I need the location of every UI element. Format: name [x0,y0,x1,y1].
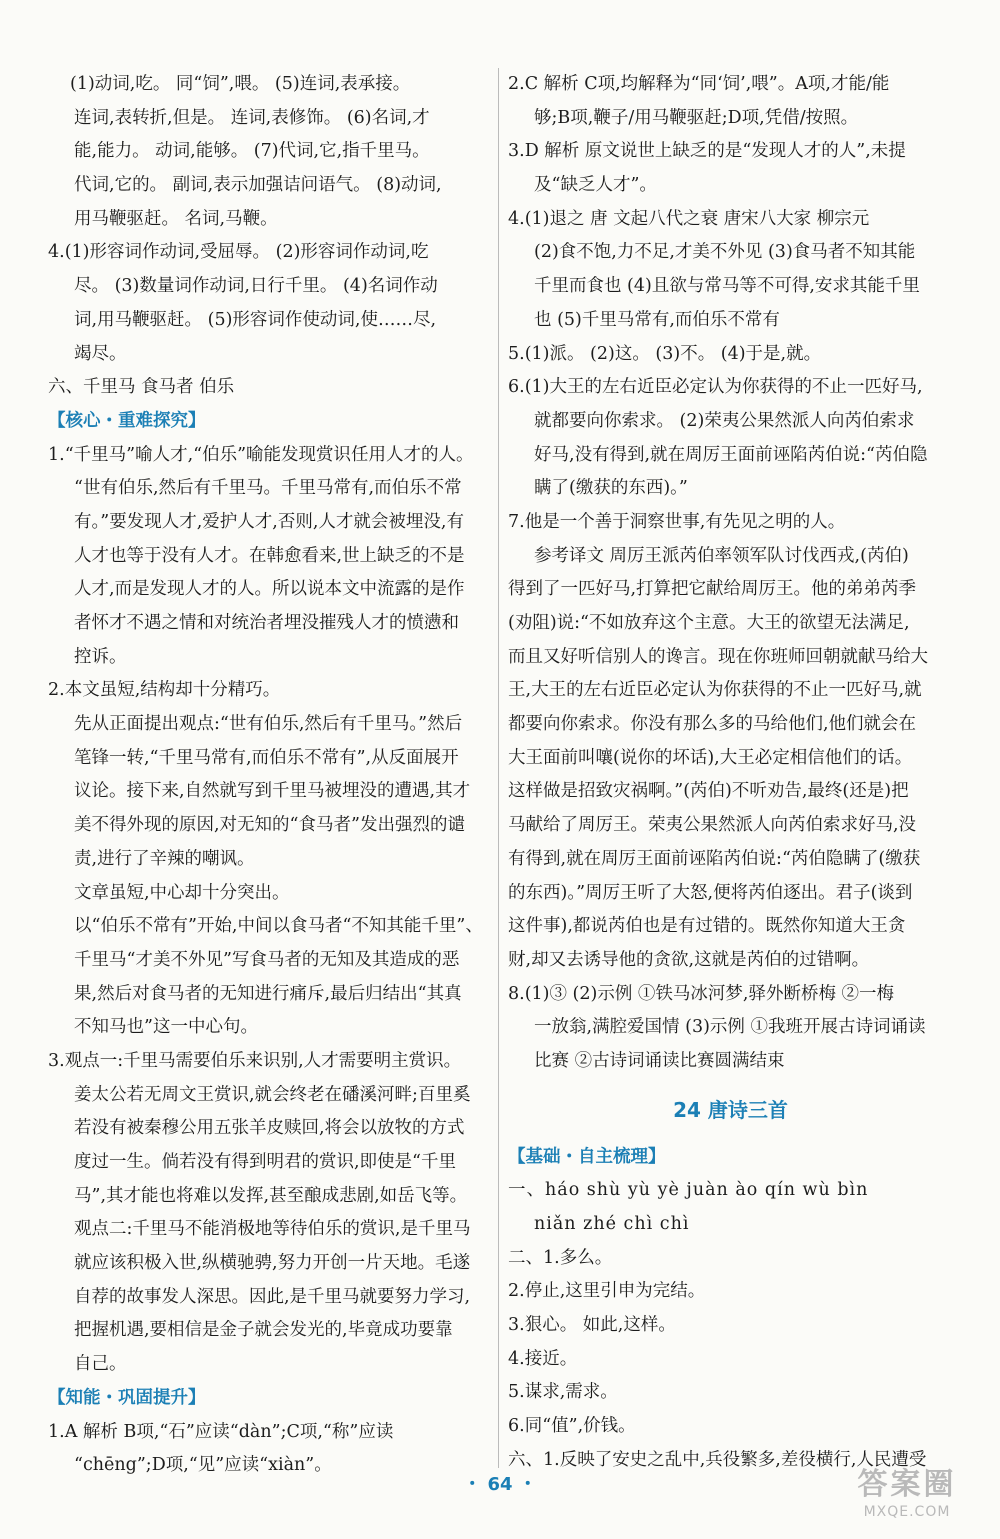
watermark-logo [832,1467,982,1525]
text-line: 尽。 (3)数量词作动词,日行千里。 (4)名词作动 [74,276,438,297]
text-line: 议论。接下来,自然就写到千里马被埋没的遭遇,其才 [74,781,471,802]
text-line: 4.(1)形容词作动词,受屈辱。 (2)形容词作动词,吃 [48,242,429,263]
text-line: 能,能力。 动词,能够。 (7)代词,它,指千里马。 [74,141,430,162]
text-line: 2.停止,这里引申为完结。 [508,1281,706,1302]
text-line: 都要向你索求。你没有那么多的马给他们,他们就会在 [508,714,917,735]
left-column [48,68,493,1483]
text-line: 二、1.多么。 [508,1247,613,1268]
text-line: niǎn zhé chì chì [534,1214,690,1234]
text-line: 责,进行了辛辣的嘲讽。 [74,848,255,869]
column-divider [498,68,499,1468]
text-line: 3.狠心。 如此,这样。 [508,1315,676,1336]
text-line: “chēng”;D项,“见”应读“xiàn”。 [74,1455,332,1476]
text-line: 也 (5)千里马常有,而伯乐不常有 [534,309,780,330]
text-line: 用马鞭驱赶。 名词,马鞭。 [74,208,278,229]
text-line: 自己。 [74,1354,127,1375]
text-line: 代词,它的。 副词,表示加强诘问语气。 (8)动词, [74,175,442,196]
text-line: 马”,其才能也将难以发挥,甚至酿成悲剧,如岳飞等。 [74,1185,468,1206]
text-line: 够;B项,鞭子/用马鞭驱赶;D项,凭借/按照。 [534,107,859,128]
text-line: 3.D 解析 原文说世上缺乏的是“发现人才的人”,未提 [508,141,906,162]
text-line: 自荐的故事发人深思。因此,是千里马就要努力学习, [74,1286,471,1307]
text-line: 观点二:千里马不能消极地等待伯乐的赏识,是千里马 [74,1219,471,1240]
text-line: 1.A 解析 B项,“石”应读“dàn”;C项,“称”应读 [48,1421,394,1442]
text-line: 词,用马鞭驱赶。 (5)形容词作使动词,使……尽, [74,309,437,330]
right-column [508,68,953,1478]
text-line: 有得到,就在周厉王面前诬陷芮伯说:“芮伯隐瞒了(缴获 [508,848,921,869]
text-line: 1.“千里马”喻人才,“伯乐”喻能发现赏识任用人才的人。 [48,444,474,465]
text-line: 6.(1)大王的左右近臣必定认为你获得的不止一匹好马, [508,377,923,398]
text-line: 这件事),都说芮伯也是有过错的。既然你知道大王贪 [508,916,906,937]
watermark-text: 答案圈 [857,1467,957,1502]
text-line: 不知马也”这一中心句。 [74,1017,258,1038]
text-line: 果,然后对食马者的无知进行痛斥,最后归结出“其真 [74,983,462,1004]
text-line: 6.同“值”,价钱。 [508,1416,636,1437]
text-line: 3.观点一:千里马需要伯乐来识别,人才需要明主赏识。 [48,1050,462,1071]
text-line: 六、1.反映了安史之乱中,兵役繁多,差役横行,人民遭受 [508,1449,927,1470]
text-line: 笔锋一转,“千里马常有,而伯乐不常有”,从反面展开 [74,747,459,768]
text-line: 4.接近。 [508,1348,578,1369]
text-line: 好马,没有得到,就在周厉王面前诬陷芮伯说:“芮伯隐 [534,444,928,465]
text-line: 若没有被秦穆公用五张羊皮赎回,将会以放牧的方式 [74,1118,465,1139]
text-line: 姜太公若无周文王赏识,就会终老在磻溪河畔;百里奚 [74,1084,471,1105]
text-line: 有。”要发现人才,爱护人才,否则,人才就会被埋没,有 [74,511,464,532]
text-line: 美不得外现的原因,对无知的“食马者”发出强烈的谴 [74,815,465,836]
text-line: 先从正面提出观点:“世有伯乐,然后有千里马。”然后 [74,714,463,735]
text-line: 4.(1)退之 唐 文起八代之衰 唐宋八大家 柳宗元 [508,208,870,229]
section-heading: 【核心・重难探究】 [48,410,206,431]
text-line: 人才也等于没有人才。在韩愈看来,世上缺乏的不是 [74,545,465,566]
text-line: 千里马“才美不外见”写食马者的无知及其造成的恶 [74,949,460,970]
text-line: 千里而食也 (4)且欲与常马等不可得,安求其能千里 [534,276,920,297]
text-line: 瞒了(缴获的东西)。” [534,478,688,499]
text-line: 者怀才不遇之情和对统治者埋没摧残人才的愤懑和 [74,613,459,633]
text-line: 8.(1)③ (2)示例 ①铁马冰河梦,驿外断桥梅 ②一梅 [508,983,895,1004]
text-line: 控诉。 [74,646,127,667]
text-line: (2)食不饱,力不足,才美不外见 (3)食马者不知其能 [534,242,916,263]
text-line: 就应该积极入世,纵横驰骋,努力开创一片天地。毛遂 [74,1253,471,1274]
page-number: ・ 64 ・ [463,1474,537,1495]
text-line: 财,却又去诱导他的贪欲,这就是芮伯的过错啊。 [508,949,870,970]
text-line: 参考译文 周厉王派芮伯率领军队讨伐西戎,(芮伯) [534,545,909,566]
text-line: 而且又好听信别人的谗言。现在你班师回朝就献马给大 [508,646,928,667]
text-line: 竭尽。 [74,343,127,364]
text-line: 连词,表转折,但是。 连词,表修饰。 (6)名词,才 [74,107,430,128]
text-line: 得到了一匹好马,打算把它献给周厉王。他的弟弟芮季 [508,579,917,600]
text-line: 7.他是一个善于洞察世事,有先见之明的人。 [508,511,846,532]
text-line: 以“伯乐不常有”开始,中间以食马者“不知其能千里”、 [74,916,483,937]
text-line: 大王面前叫嚷(说你的坏话),大王必定相信他们的话。 [508,747,913,768]
text-line: 把握机遇,要相信是金子就会发光的,毕竟成功要靠 [74,1320,453,1341]
text-line: “世有伯乐,然后有千里马。千里马常有,而伯乐不常 [74,478,462,499]
text-line: 及“缺乏人才”。 [534,175,657,196]
text-line: (劝阻)说:“不如放弃这个主意。大王的欲望无法满足, [508,613,910,633]
text-line: (1)动词,吃。 同“饲”,喂。 (5)连词,表承接。 [70,74,411,94]
text-line: 就都要向你索求。 (2)荣夷公果然派人向芮伯索求 [534,410,915,431]
lesson-title: 24 唐诗三首 [673,1097,788,1122]
text-line: 人才,而是发现人才的人。所以说本文中流露的是作 [74,579,465,600]
text-line: 比赛 ②古诗词诵读比赛圆满结束 [534,1050,785,1071]
text-line: 5.谋求,需求。 [508,1382,618,1403]
text-line: 2.本文虽短,结构却十分精巧。 [48,680,281,701]
text-line: 的东西)。”周厉王听了大怒,便将芮伯逐出。君子(谈到 [508,882,913,903]
text-line: 六、千里马 食马者 伯乐 [48,377,235,398]
section-heading: 【知能・巩固提升】 [48,1387,206,1408]
text-line: 度过一生。倘若没有得到明君的赏识,即使是“千里 [74,1152,457,1172]
text-line: 马献给了周厉王。荣夷公果然派人向芮伯索求好马,没 [508,815,917,836]
watermark-url: MXQE.COM [863,1504,951,1520]
text-line: 这样做是招致灾祸啊。”(芮伯)不听劝告,最终(还是)把 [508,781,909,802]
text-line: 2.C 解析 C项,均解释为“同‘饲’,喂”。A项,才能/能 [508,74,890,94]
text-line: 一、háo shù yù yè juàn ào qín wù bìn [508,1180,869,1201]
text-line: 一放翁,满腔爱国情 (3)示例 ①我班开展古诗词诵读 [534,1017,926,1038]
text-line: 5.(1)派。 (2)这。 (3)不。 (4)于是,就。 [508,343,822,364]
text-line: 文章虽短,中心却十分突出。 [74,882,290,903]
text-line: 王,大王的左右近臣必定认为你获得的不止一匹好马,就 [508,680,922,701]
section-heading: 【基础・自主梳理】 [508,1146,666,1167]
